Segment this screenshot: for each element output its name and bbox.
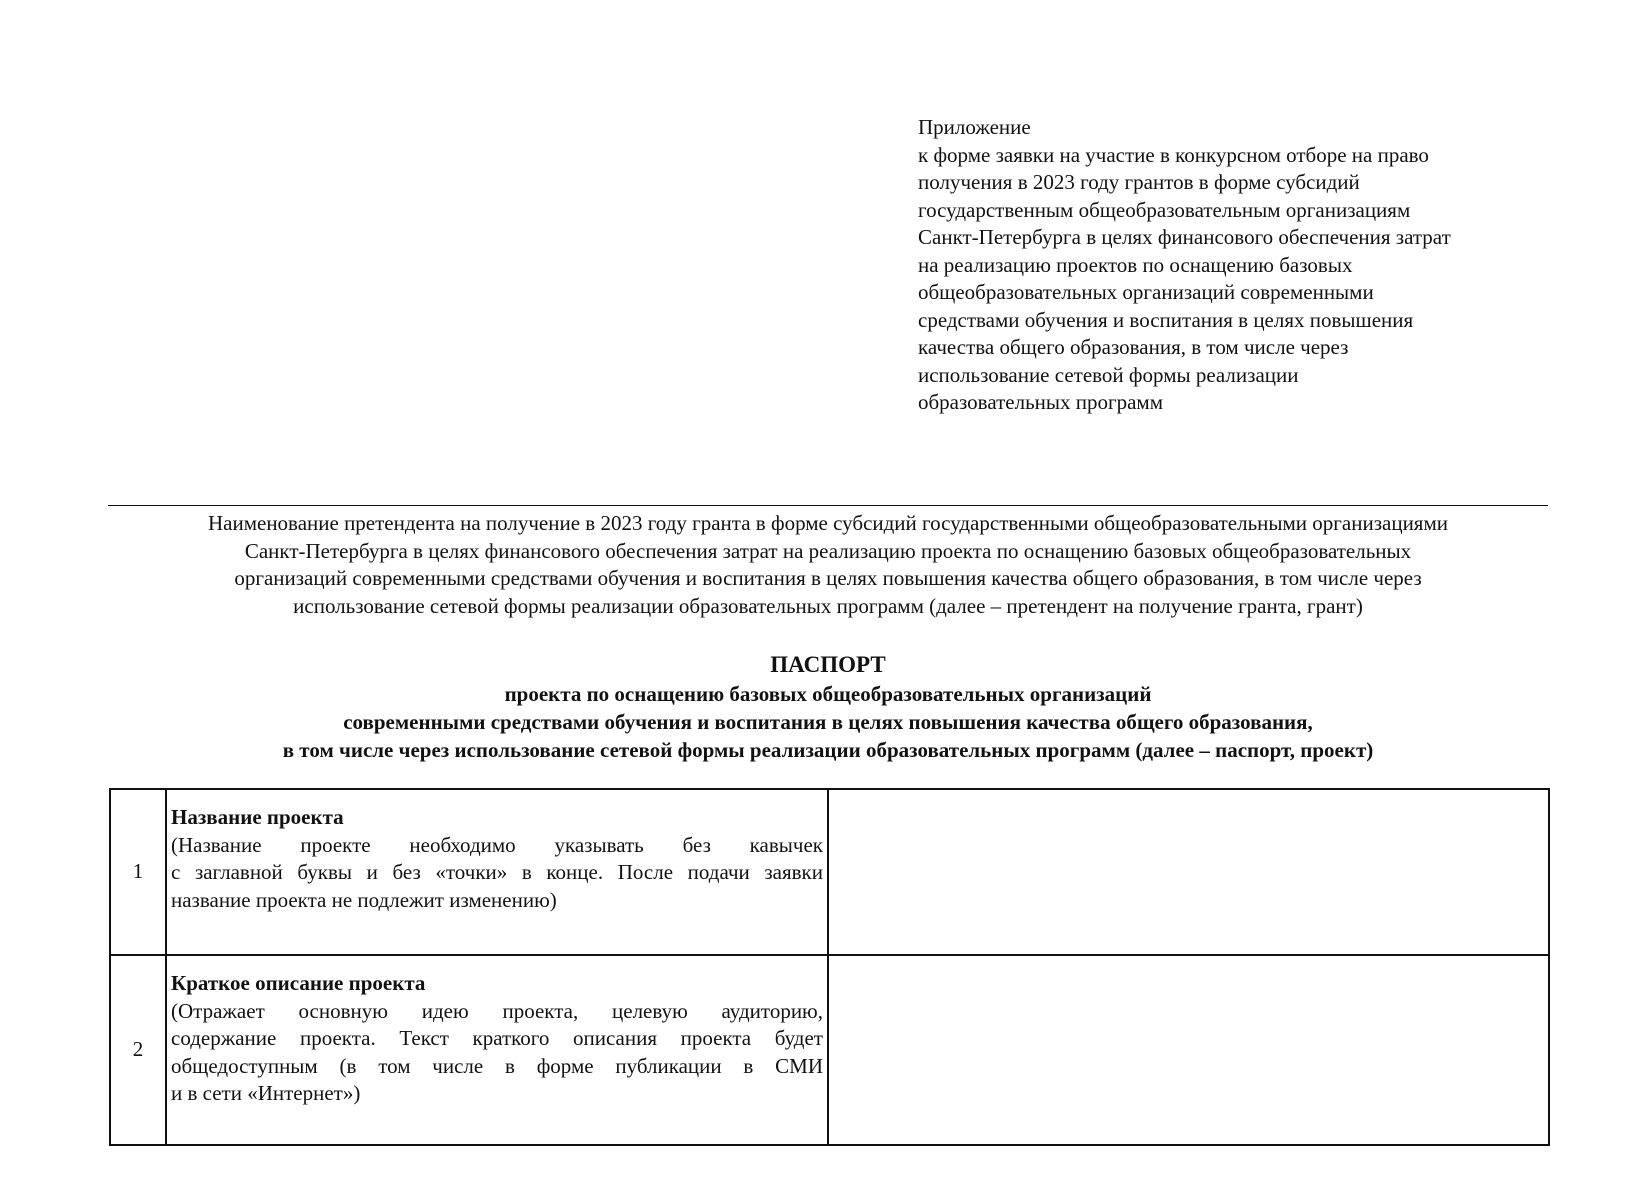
table-row — [110, 955, 1549, 1145]
passport-table — [109, 788, 1550, 1146]
row-note-line: (Название проекте необходимо указывать без кавычек — [171, 832, 823, 857]
appendix-line: Приложение — [918, 115, 1031, 139]
appendix-line: образовательных программ — [918, 390, 1163, 414]
row-note-line: и в сети «Интернет») — [171, 1081, 361, 1105]
appendix-line: Санкт-Петербурга в целях финансового обеспечения затрат — [918, 225, 1451, 249]
applicant-caption-line: Наименование претендента на получение в 2023 году гранта в форме субсидий государственными общеобразовательными организациями — [207, 511, 1448, 535]
project-description-value-cell[interactable] — [828, 955, 1549, 1145]
row-heading: Краткое описание проекта — [171, 971, 426, 995]
appendix-line: качества общего образования, в том числе через — [918, 335, 1349, 359]
appendix-line: получения в 2023 году грантов в форме субсидий — [918, 170, 1360, 194]
row-note-line: название проекта не подлежит изменению) — [171, 887, 557, 912]
row-description — [166, 955, 828, 1145]
appendix-note — [918, 114, 1558, 417]
applicant-caption — [108, 510, 1548, 620]
row-note-line: с заглавной буквы и без «точки» в конце. После подачи заявки — [171, 860, 823, 884]
passport-subtitle-line: проекта по оснащению базовых общеобразовательных организаций — [504, 682, 1152, 706]
passport-subtitle-line: в том числе через использование сетевой формы реализации образовательных программ (далее – паспорт, проект) — [282, 738, 1374, 762]
row-heading: Название проекта — [171, 805, 344, 829]
appendix-line: средствами обучения и воспитания в целях повышения — [918, 307, 1414, 332]
appendix-line: общеобразовательных организаций современными — [918, 280, 1374, 304]
passport-subtitle-line: современными средствами обучения и воспитания в целях повышения качества общего образования, — [343, 710, 1313, 734]
applicant-caption-line: Санкт-Петербурга в целях финансового обеспечения затрат на реализацию проекта по оснащению базовых общеобразовательных — [244, 538, 1412, 563]
applicant-caption-line: организаций современными средствами обучения и воспитания в целях повышения качества общего образования, в том числе через — [234, 566, 1422, 590]
appendix-line: на реализацию проектов по оснащению базовых — [918, 252, 1353, 277]
appendix-line: к форме заявки на участие в конкурсном отборе на право — [918, 142, 1429, 167]
appendix-line: государственным общеобразовательным организациям — [918, 197, 1411, 222]
passport-title: ПАСПОРТ — [770, 652, 886, 677]
project-name-value-cell[interactable] — [828, 789, 1549, 955]
row-note-line: общедоступным (в том числе в форме публикации в СМИ — [171, 1053, 823, 1078]
row-note-line: содержание проекта. Текст краткого описания проекта будет — [171, 1026, 823, 1050]
applicant-caption-line: использование сетевой формы реализации образовательных программ (далее – претендент на получение гранта, грант) — [293, 593, 1363, 618]
row-note-line: (Отражает основную идею проекта, целевую аудиторию, — [171, 998, 823, 1023]
passport-heading — [108, 650, 1548, 764]
applicant-name-field-line — [108, 505, 1548, 506]
row-description — [166, 789, 828, 955]
row-number: 2 — [110, 955, 166, 1145]
row-number: 1 — [110, 789, 166, 955]
table-row — [110, 789, 1549, 955]
appendix-line: использование сетевой формы реализации — [918, 362, 1299, 387]
